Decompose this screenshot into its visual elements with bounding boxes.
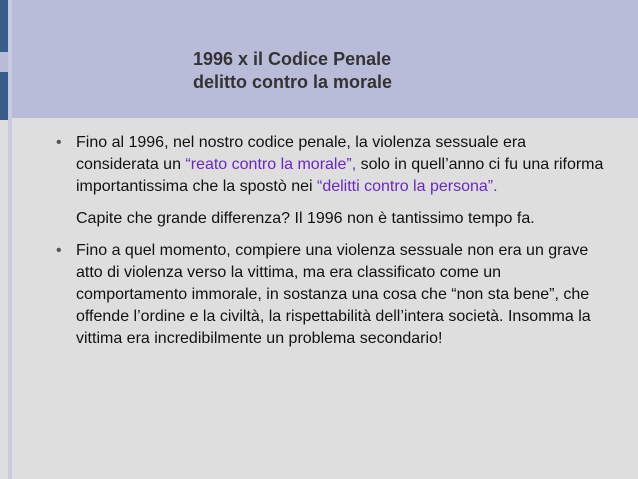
slide-content — [56, 132, 604, 360]
bullet-1-quote-morale: “reato contro la morale”, — [185, 156, 357, 173]
bullet-1-text-a: Fino al 1996, nel nostro codice penale, la violenza sessuale era considerata un — [76, 134, 527, 173]
bullet-icon: • — [56, 134, 62, 151]
bullet-item-1 — [56, 132, 604, 198]
bullet-1-quote-persona: “delitti contro la persona”. — [317, 178, 498, 195]
bullet-1-text-b: solo in quell’anno ci fu una riforma importantissima che la spostò nei — [76, 156, 604, 195]
bullet-icon: • — [56, 242, 62, 259]
slide-title — [193, 48, 392, 94]
bullet-2-text: Fino a quel momento, compiere una violenza sessuale non era un grave atto di violenza verso la vittima, ma era classificato come un comportamento immorale, in sostanza una cosa che “non sta bene”, che offende l’ordine e la civiltà, la rispettabilità dell’intera società. Insomma la vittima era incredibilmente un problema secondario! — [76, 242, 591, 347]
left-accent-strip — [8, 0, 12, 479]
title-line-1: 1996 x il Codice Penale — [193, 49, 392, 69]
title-line-2: delitto contro la morale — [193, 72, 393, 92]
bullet-item-2 — [56, 240, 604, 350]
continuation-paragraph: Capite che grande differenza? Il 1996 non è tantissimo tempo fa. — [76, 210, 535, 227]
left-accent-bar-top — [0, 0, 8, 52]
left-accent-bar-middle — [0, 72, 8, 120]
